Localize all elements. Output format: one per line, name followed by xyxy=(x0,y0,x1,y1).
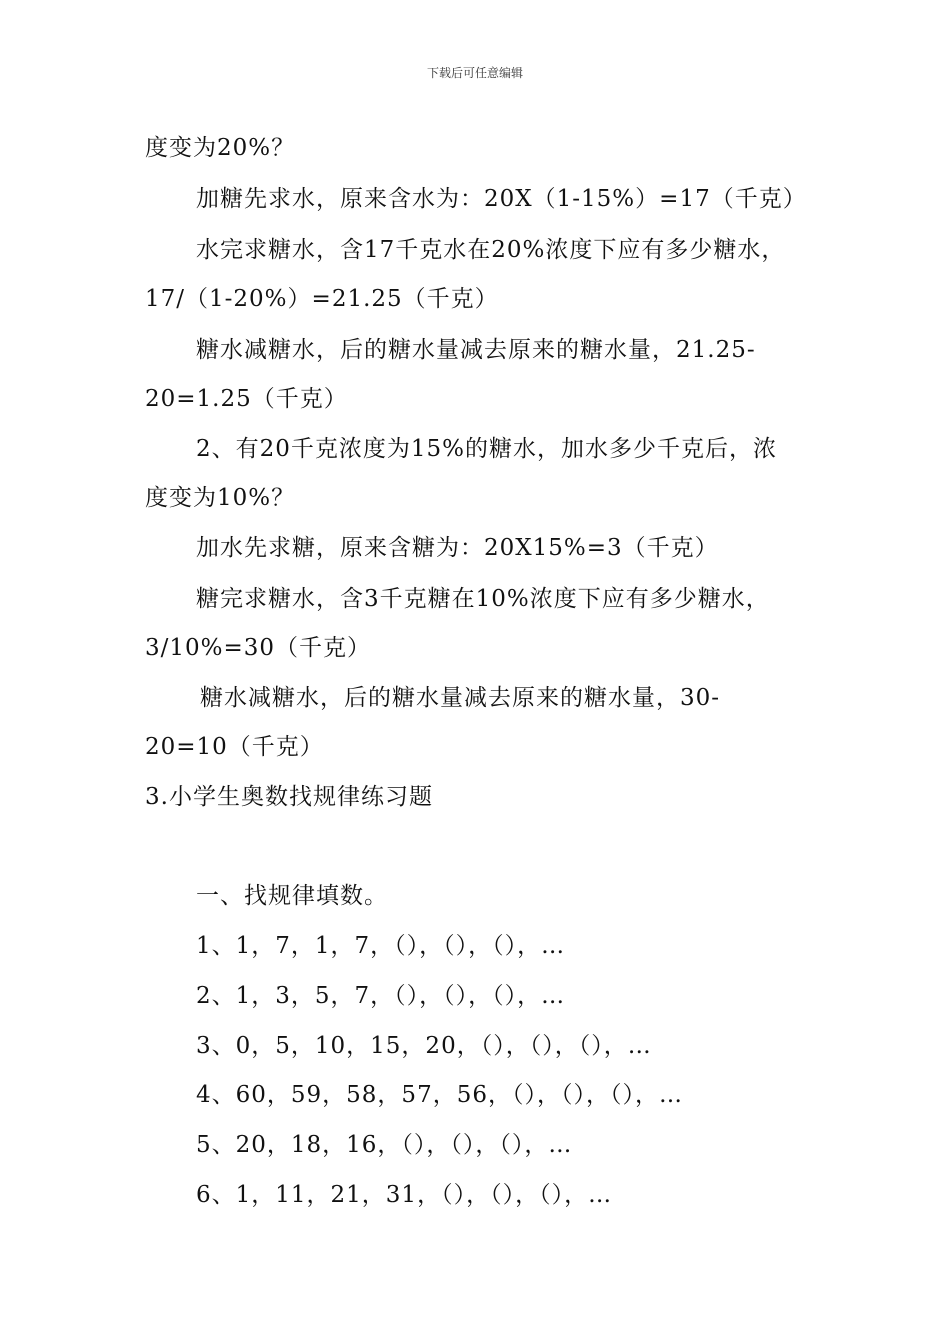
exercise-item: 4、60，59，58，57，56，（），（），（），… xyxy=(196,1082,683,1108)
text-line: 糖水减糖水，后的糖水量减去原来的糖水量，30- xyxy=(200,685,721,711)
text-line: 糖完求糖水，含3千克糖在10%浓度下应有多少糖水， xyxy=(196,586,770,612)
text-line: 加糖先求水，原来含水为：20X（1-15%）=17（千克） xyxy=(196,186,807,212)
text-line: 2、有20千克浓度为15%的糖水，加水多少千克后，浓 xyxy=(196,436,778,462)
text-line: 加水先求糖，原来含糖为：20X15%=3（千克） xyxy=(196,535,719,561)
text-line: 水完求糖水，含17千克水在20%浓度下应有多少糖水， xyxy=(196,237,786,263)
subsection-heading: 一、找规律填数。 xyxy=(196,883,388,909)
page-header: 下载后可任意编辑 xyxy=(426,66,523,80)
section-heading: 3.小学生奥数找规律练习题 xyxy=(145,784,433,810)
text-line: 20=1.25（千克） xyxy=(145,386,348,412)
exercise-item: 1、1，7，1，7，（），（），（），… xyxy=(196,933,566,959)
exercise-item: 5、20，18，16，（），（），（），… xyxy=(196,1132,573,1158)
text-line: 3/10%=30（千克） xyxy=(145,635,372,661)
exercise-item: 6、1，11，21，31，（），（），（），… xyxy=(196,1182,613,1208)
text-line: 20=10（千克） xyxy=(145,734,324,760)
text-line: 17/（1-20%）=21.25（千克） xyxy=(145,286,499,312)
text-line: 度变为20%？ xyxy=(145,135,296,161)
exercise-item: 2、1，3，5，7，（），（），（），… xyxy=(196,983,566,1009)
text-line: 糖水减糖水，后的糖水量减去原来的糖水量，21.25- xyxy=(196,337,756,363)
text-line: 度变为10%？ xyxy=(145,485,296,511)
exercise-item: 3、0，5，10，15，20，（），（），（），… xyxy=(196,1033,652,1059)
